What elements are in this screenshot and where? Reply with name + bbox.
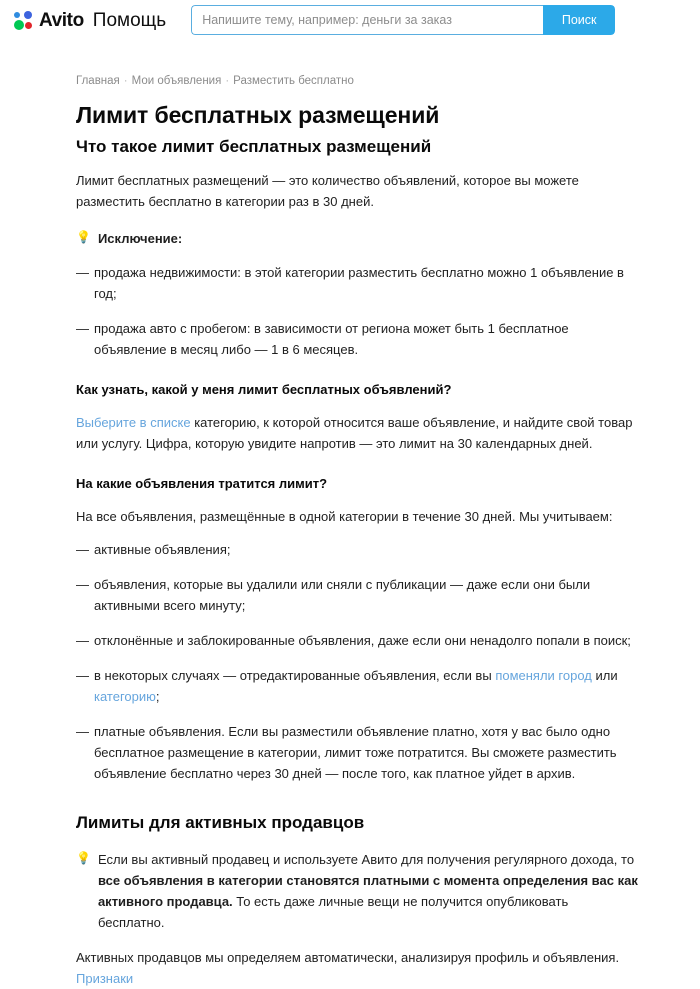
breadcrumb: [76, 73, 638, 89]
logo-dot-top-right: [24, 11, 32, 19]
list-item: — объявления, которые вы удалили или сняли с публикации — даже если они были активными всего минуту;: [60, 574, 638, 616]
brand-name: Avito: [39, 9, 84, 31]
section-heading-active-sellers: Лимиты для активных продавцов: [76, 813, 365, 833]
counted-ads-list: [60, 539, 638, 784]
list-item: — продажа недвижимости: в этой категории разместить бесплатно можно 1 объявление в год;: [60, 262, 638, 304]
list-item-text: ;: [155, 688, 160, 704]
search-bar: [191, 5, 615, 35]
avito-help-logo-link[interactable]: [14, 11, 166, 30]
signs-link[interactable]: Признаки: [76, 970, 134, 986]
changed-city-link[interactable]: поменяли город: [495, 667, 592, 683]
exception-tip-label: Исключение:: [97, 231, 183, 247]
logo-dot-top-left: [14, 12, 20, 18]
tip-text-lead: Если вы активный продавец и используете Авито для получения регулярного дохода, то: [97, 852, 635, 868]
site-header: [0, 0, 700, 40]
list-item: — продажа авто с пробегом: в зависимости от региона может быть 1 бесплатное объявление в месяц либо — 1 в 6 месяцев.: [60, 318, 638, 360]
subheading-what-spends-limit: На какие объявления тратится лимит?: [76, 475, 328, 491]
search-input[interactable]: [191, 5, 543, 35]
how-to-check-text: категорию, к которой относится ваше объявление, и найдите свой товар или услугу. Цифра, которую увидите напротив — это лимит на 30 календарных дней.: [76, 414, 633, 451]
list-item-text: в некоторых случаях — отредактированные объявления, если вы: [94, 667, 496, 683]
list-item: — платные объявления. Если вы разместили объявление платно, хотя у вас было одно бесплатное размещение в категории, лимит тоже потратится. Вы сможете разместить объявление бесплатно через 30 дней — после того, как платное уйдет в архив.: [60, 721, 638, 784]
breadcrumb-separator: ·: [225, 75, 230, 87]
breadcrumb-item-my-ads[interactable]: Мои объявления: [131, 75, 222, 87]
brand-section-label: Помощь: [92, 9, 167, 31]
search-button[interactable]: Поиск: [543, 5, 615, 35]
breadcrumb-separator: ·: [123, 75, 128, 87]
tip-text-bold: все объявления в категории становятся платными с момента определения вас как активного продавца.: [97, 873, 638, 910]
section-heading-what-is-limit: Что такое лимит бесплатных размещений: [76, 137, 432, 157]
exception-tip: [76, 228, 638, 249]
avito-dots-logo-icon: [14, 11, 33, 30]
closing-paragraph: [76, 947, 638, 989]
logo-dot-bottom-left: [14, 20, 24, 30]
breadcrumb-item-home[interactable]: Главная: [76, 75, 120, 87]
active-seller-tip-body: [98, 849, 638, 933]
logo-dot-bottom-right: [25, 22, 32, 29]
what-spends-limit-intro: На все объявления, размещённые в одной категории в течение 30 дней. Мы учитываем:: [76, 508, 613, 524]
subheading-how-to-check-limit: Как узнать, какой у меня лимит бесплатных объявлений?: [76, 381, 452, 397]
lightbulb-icon: 💡: [76, 230, 91, 245]
intro-paragraph: Лимит бесплатных размещений — это количество объявлений, которое вы можете разместить бесплатно в категории раз в 30 дней.: [76, 173, 579, 210]
lightbulb-icon: 💡: [76, 851, 91, 866]
list-item: [60, 665, 638, 707]
breadcrumb-item-post-free[interactable]: Разместить бесплатно: [233, 75, 354, 87]
changed-category-link[interactable]: категорию: [94, 688, 156, 704]
active-seller-tip: [76, 849, 638, 933]
list-item: — активные объявления;: [60, 539, 638, 560]
closing-text: Активных продавцов мы определяем автоматически, анализируя профиль и объявления.: [76, 949, 620, 965]
page-title: Лимит бесплатных размещений: [76, 102, 440, 129]
tip-text-tail: То есть даже личные вещи не получится опубликовать бесплатно.: [97, 894, 569, 931]
page-content: [0, 73, 700, 989]
choose-from-list-link[interactable]: Выберите в списке: [76, 414, 191, 430]
list-item-text: или: [591, 667, 618, 683]
how-to-check-paragraph: [76, 412, 638, 454]
exceptions-list: [60, 262, 638, 360]
list-item: — отклонённые и заблокированные объявления, даже если они ненадолго попали в поиск;: [60, 630, 638, 651]
